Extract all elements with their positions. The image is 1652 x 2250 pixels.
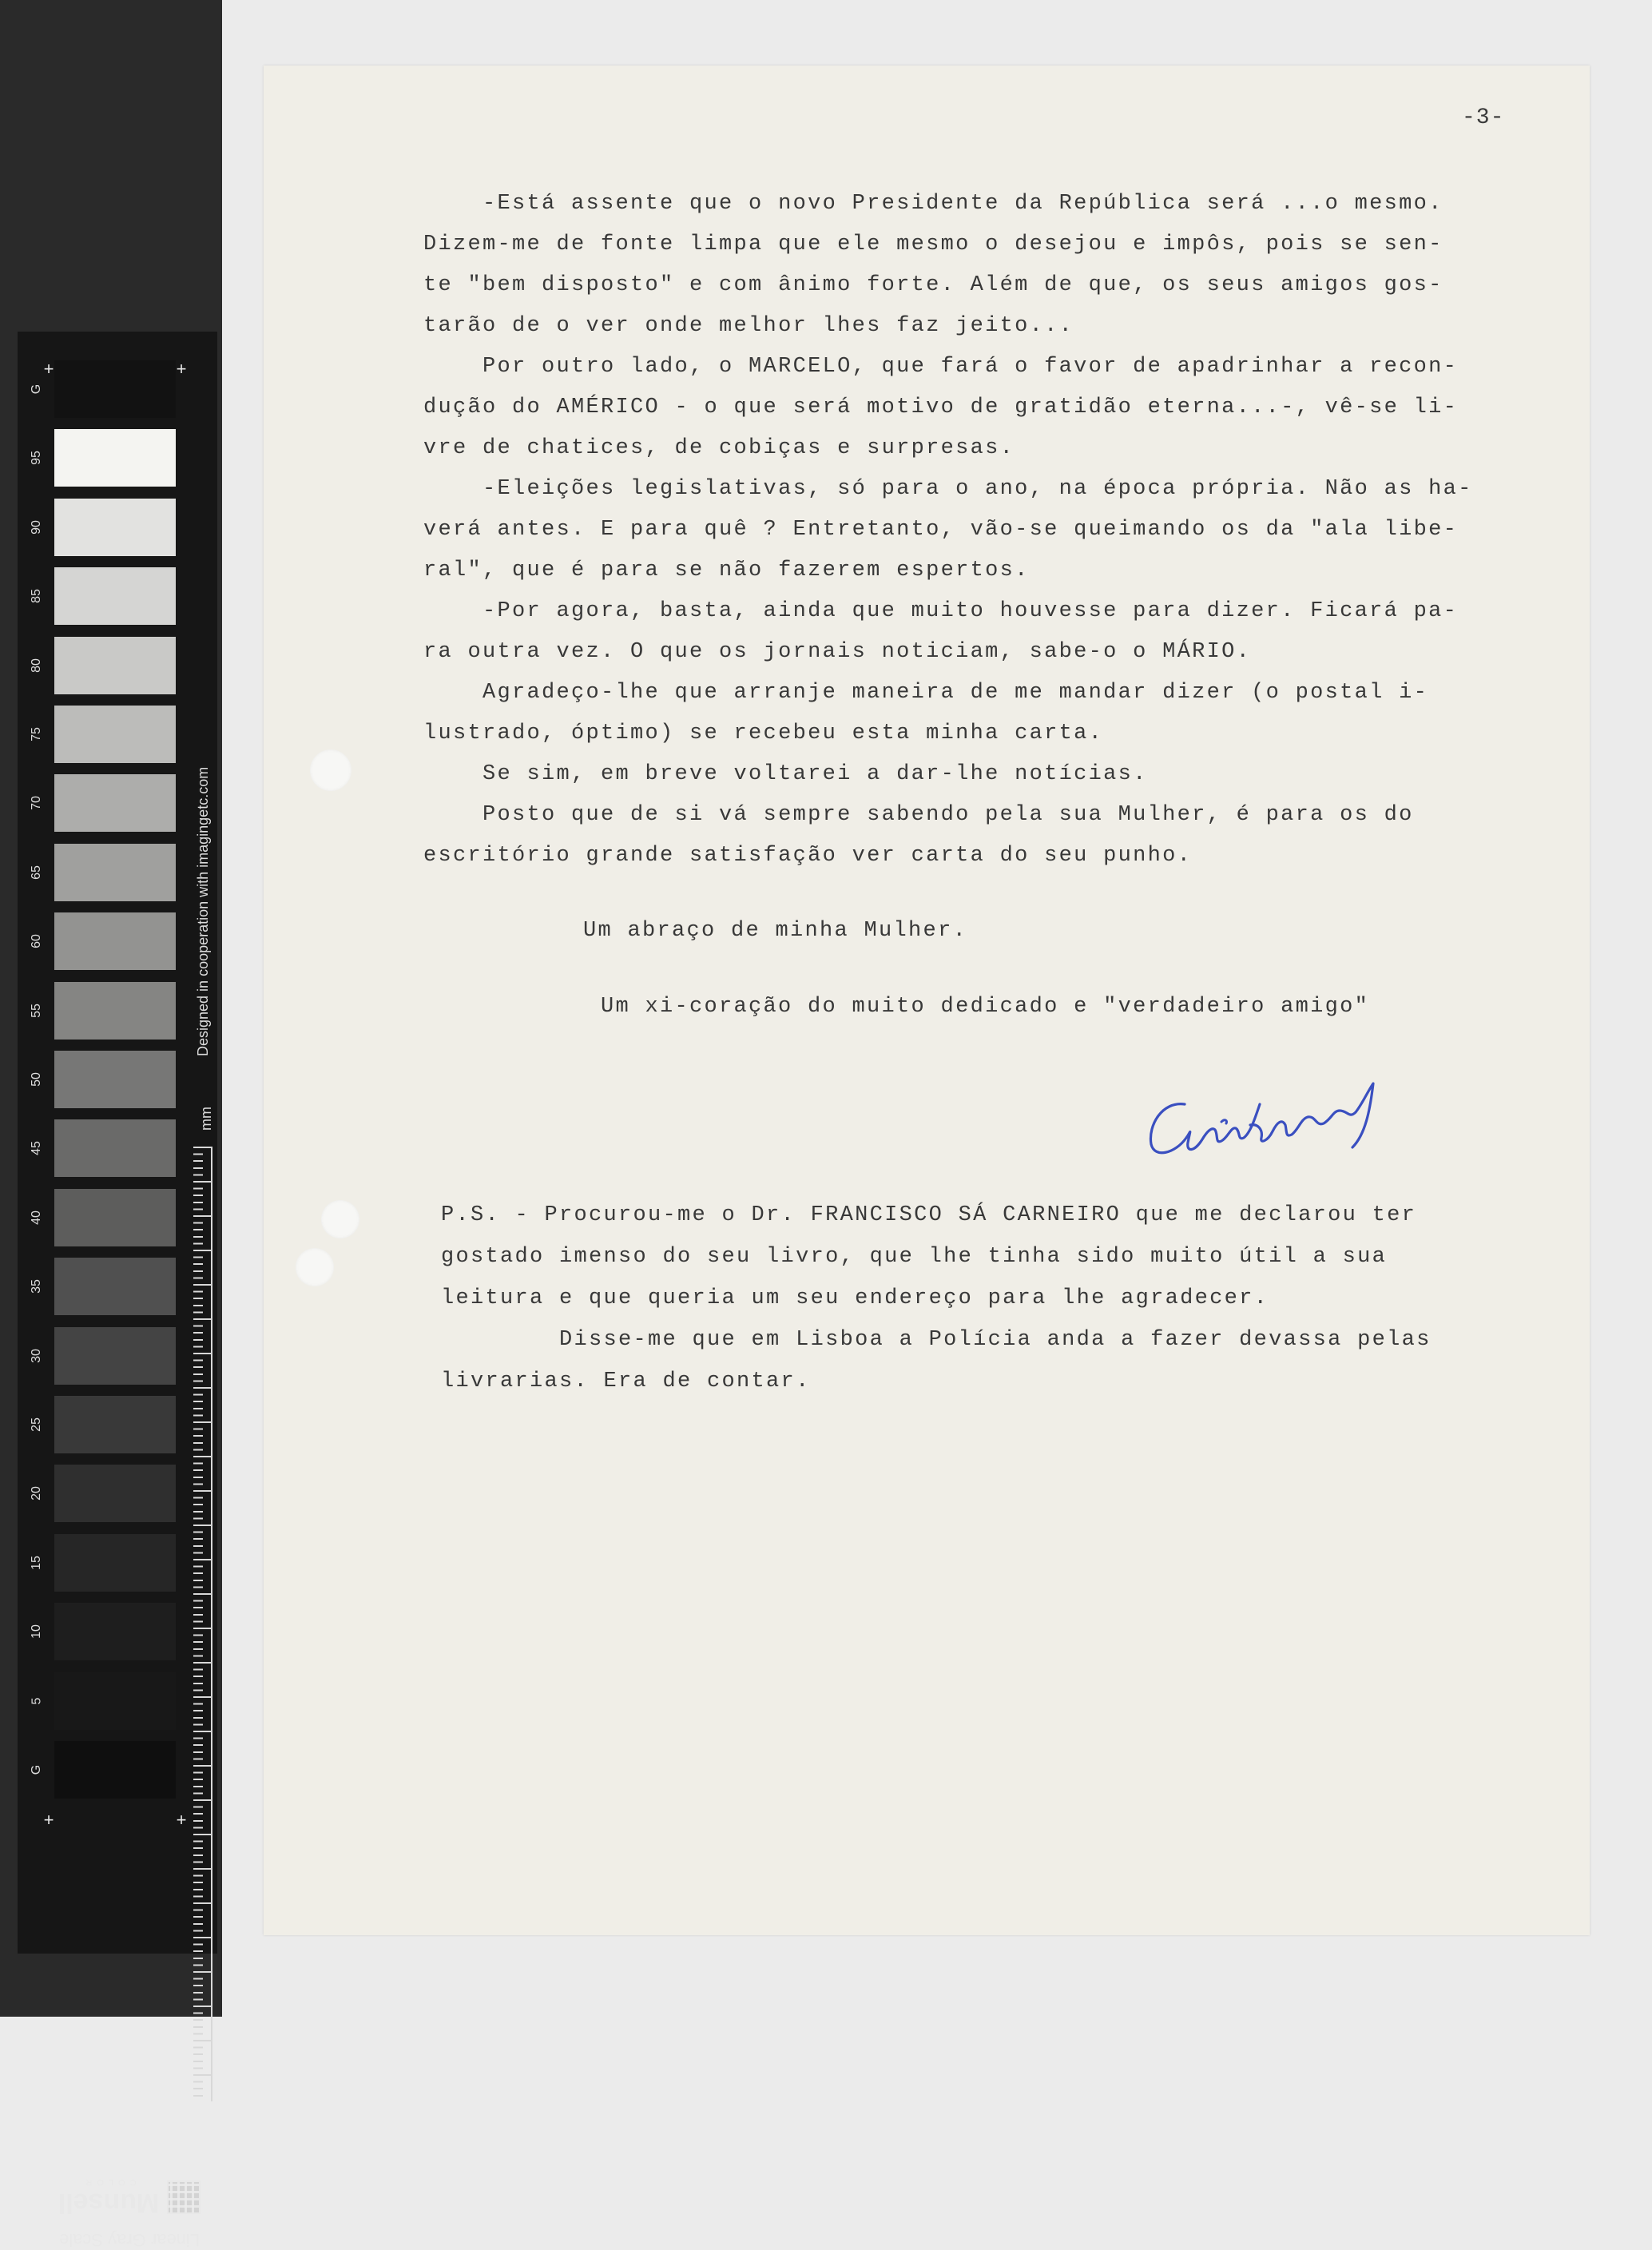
page-number: -3- bbox=[1462, 105, 1505, 130]
gray-patch bbox=[54, 1396, 176, 1453]
gray-patch bbox=[54, 499, 176, 556]
registration-cross-icon: + bbox=[43, 1810, 54, 1830]
registration-cross-icon: + bbox=[176, 1810, 187, 1830]
letter-line: escritório grande satisfação ver carta do seu punho. bbox=[423, 844, 1193, 868]
gray-patch-label bbox=[21, 1672, 53, 1730]
gray-patch-label bbox=[21, 774, 53, 832]
gray-patch bbox=[54, 429, 176, 487]
gray-patch-label bbox=[21, 429, 53, 487]
postscript-line: Disse-me que em Lisboa a Polícia anda a fazer devassa pelas bbox=[441, 1328, 1432, 1352]
letter-line: Se sim, em breve voltarei a dar-lhe notícias. bbox=[423, 762, 1148, 786]
gray-patch-label-text: 65 bbox=[29, 865, 43, 880]
letter-line: -Por agora, basta, ainda que muito houvesse para dizer. Ficará pa- bbox=[423, 599, 1459, 623]
ruler-unit-label: mm bbox=[198, 1107, 214, 1131]
gray-patch-label-text: 25 bbox=[29, 1417, 43, 1432]
letter-line: verá antes. E para quê ? Entretanto, vão-se queimando os da "ala libe- bbox=[423, 518, 1459, 542]
gray-patch-label-text: G bbox=[29, 1764, 43, 1775]
gray-patch bbox=[54, 1258, 176, 1315]
registration-cross-icon: + bbox=[43, 359, 54, 379]
punch-hole bbox=[296, 1248, 334, 1286]
letter-line: ral", que é para se não fazerem espertos. bbox=[423, 559, 1030, 582]
gray-patch bbox=[54, 844, 176, 901]
postscript-line: livrarias. Era de contar. bbox=[441, 1369, 811, 1393]
gray-patch-label-text: 45 bbox=[29, 1141, 43, 1156]
letter-line: -Está assente que o novo Presidente da República será ...o mesmo. bbox=[423, 192, 1444, 216]
brand-lockup bbox=[50, 2177, 209, 2218]
letter-line: lustrado, óptimo) se recebeu esta minha carta. bbox=[423, 722, 1104, 745]
gray-patch-label-text: 70 bbox=[29, 796, 43, 811]
munsell-logo-icon bbox=[167, 2181, 201, 2215]
postscript-line: gostado imenso do seu livro, que lhe tinha sido muito útil a sua bbox=[441, 1245, 1388, 1269]
gray-patch bbox=[54, 637, 176, 694]
postscript-line: P.S. - Procurou-me o Dr. FRANCISCO SÁ CARNEIRO que me declarou ter bbox=[441, 1203, 1417, 1227]
mm-ruler-major-ticks bbox=[193, 1147, 212, 2101]
gray-patch bbox=[54, 360, 176, 418]
gray-patch-label bbox=[21, 499, 53, 556]
letter-line: Posto que de si vá sempre sabendo pela sua Mulher, é para os do bbox=[423, 803, 1414, 827]
card-credit: Designed in cooperation with imagingetc.com bbox=[195, 766, 211, 1056]
gray-patch-label-text: 60 bbox=[29, 934, 43, 949]
gray-patch bbox=[54, 1672, 176, 1730]
letter-line: vre de chatices, de cobiças e surpresas. bbox=[423, 436, 1015, 460]
punch-hole bbox=[321, 1200, 359, 1238]
gray-patch-label-text: 15 bbox=[29, 1555, 43, 1570]
letter-line: Por outro lado, o MARCELO, que fará o favor de apadrinhar a recon- bbox=[423, 355, 1459, 379]
brand-name: Munsell bbox=[58, 2188, 160, 2218]
gray-patch-label bbox=[21, 637, 53, 694]
gray-patch bbox=[54, 1603, 176, 1660]
gray-patch bbox=[54, 567, 176, 625]
gray-patch-label-text: 80 bbox=[29, 658, 43, 673]
gray-patch bbox=[54, 1534, 176, 1592]
letter-line: Agradeço-lhe que arranje maneira de me mandar dizer (o postal i- bbox=[423, 681, 1429, 705]
gray-patch bbox=[54, 1119, 176, 1177]
gray-patch-label-text: 90 bbox=[29, 519, 43, 535]
gray-patch-label bbox=[21, 1051, 53, 1108]
letter-line: dução do AMÉRICO - o que será motivo de gratidão eterna...-, vê-se li- bbox=[423, 396, 1459, 419]
gray-patch-label bbox=[21, 1258, 53, 1315]
gray-patch-label-text: 85 bbox=[29, 589, 43, 604]
letter-line: te "bem disposto" e com ânimo forte. Além de que, os seus amigos gos- bbox=[423, 273, 1444, 297]
gray-patch bbox=[54, 912, 176, 970]
gray-patch bbox=[54, 1327, 176, 1385]
gray-patch-label bbox=[21, 1534, 53, 1592]
punch-hole bbox=[310, 749, 351, 791]
gray-patch-label bbox=[21, 1603, 53, 1660]
gray-patch-label bbox=[21, 1396, 53, 1453]
gray-patch-label bbox=[21, 1327, 53, 1385]
gray-patch bbox=[54, 706, 176, 763]
letter-line: Dizem-me de fonte limpa que ele mesmo o desejou e impôs, pois se sen- bbox=[423, 233, 1444, 256]
gray-patch-label bbox=[21, 360, 53, 418]
handwritten-signature bbox=[1138, 1055, 1378, 1183]
closing-line-2: Um xi-coração do muito dedicado e "verdadeiro amigo" bbox=[601, 995, 1370, 1019]
gray-patch-label bbox=[21, 1119, 53, 1177]
gray-patch bbox=[54, 1465, 176, 1522]
gray-patch-label bbox=[21, 706, 53, 763]
gray-patch bbox=[54, 1051, 176, 1108]
gray-patch-label bbox=[21, 567, 53, 625]
gray-patch-label bbox=[21, 844, 53, 901]
gray-patch-label bbox=[21, 982, 53, 1040]
closing-line-1: Um abraço de minha Mulher. bbox=[583, 919, 968, 943]
gray-patch-label-text: 35 bbox=[29, 1279, 43, 1294]
gray-patch-label-text: 75 bbox=[29, 727, 43, 741]
postscript bbox=[441, 1195, 1575, 1402]
gray-patch-label-text: 50 bbox=[29, 1072, 43, 1087]
letter-body bbox=[423, 184, 1590, 877]
postscript-line: leitura e que queria um seu endereço para lhe agradecer. bbox=[441, 1286, 1269, 1310]
letter-line: -Eleições legislativas, só para o ano, na época própria. Não as ha- bbox=[423, 477, 1473, 501]
card-title-block bbox=[50, 2177, 209, 2250]
gray-patch-label bbox=[21, 912, 53, 970]
gray-patch-label-text: 95 bbox=[29, 451, 43, 466]
mm-ruler-edge bbox=[211, 1147, 212, 2101]
registration-cross-icon: + bbox=[176, 359, 187, 379]
gray-patch-label-text: 40 bbox=[29, 1210, 43, 1225]
gray-patch-label bbox=[21, 1465, 53, 1522]
gray-scale-calibration-card bbox=[18, 332, 217, 2250]
brand-sub: COLOR bbox=[81, 2177, 137, 2187]
gray-patch bbox=[54, 1741, 176, 1799]
letter-line: tarão de o ver onde melhor lhes faz jeito... bbox=[423, 314, 1074, 338]
gray-patch bbox=[54, 982, 176, 1040]
gray-patch bbox=[54, 774, 176, 832]
gray-patch-label bbox=[21, 1189, 53, 1246]
gray-patch bbox=[54, 1189, 176, 1246]
gray-patch-label-text: 55 bbox=[29, 1003, 43, 1018]
gray-patch-label-text: G bbox=[29, 384, 43, 395]
gray-patch-label-text: 10 bbox=[29, 1624, 43, 1640]
gray-patch-label-text: 20 bbox=[29, 1486, 43, 1501]
letter-line: ra outra vez. O que os jornais noticiam, sabe-o o MÁRIO. bbox=[423, 640, 1252, 664]
gray-patch-label-text: 30 bbox=[29, 1348, 43, 1363]
gray-patch-label bbox=[21, 1741, 53, 1799]
scale-name: Linear Gray Scale bbox=[58, 2230, 201, 2250]
gray-patch-label-text: 5 bbox=[30, 1697, 43, 1705]
